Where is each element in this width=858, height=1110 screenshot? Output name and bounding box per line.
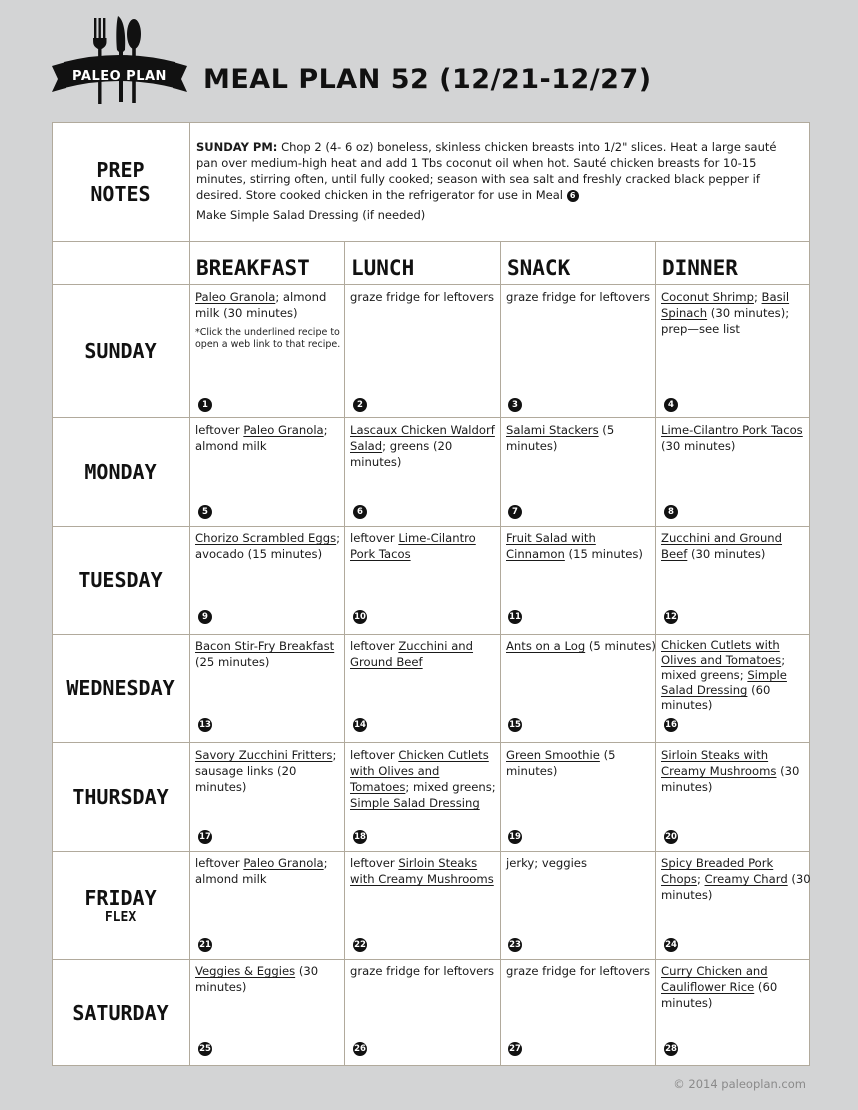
col-dinner: DINNER [662,256,738,280]
meal-number: 1 [198,398,212,412]
recipe-link[interactable]: Ants on a Log [506,639,586,653]
prep-lead: SUNDAY PM: [196,140,278,154]
recipe-link[interactable]: Sirloin Steaks with Creamy Mushrooms [661,748,777,778]
meal-cell: Chorizo Scrambled Eggs; avocado (15 minutes) [195,531,341,561]
meal-number: 8 [664,505,678,519]
meal-number: 12 [665,612,677,622]
meal-cell: Ants on a Log (5 minutes) [506,639,656,653]
meal-number: 6 [353,505,367,519]
recipe-link[interactable]: Veggies & Eggies [195,964,296,978]
day-friday: FRIDAY FLEX [84,886,157,925]
prep-line2: Make Simple Salad Dressing (if needed) [196,208,426,222]
meal-cell: jerky; veggies [506,856,587,870]
meal-number: 16 [665,720,677,730]
prep-label-line2: NOTES [90,181,151,206]
meal-number: 28 [665,1044,677,1054]
day-sunday: SUNDAY [84,338,157,363]
meal-cell: graze fridge for leftovers [350,964,495,978]
meal-cell: leftover Zucchini and Ground Beef [350,639,474,669]
recipe-link[interactable]: Basil Spinach [661,290,790,320]
meal-cell: Curry Chicken and Cauliflower Rice (60 minutes) [661,964,778,1010]
meal-number: 22 [354,940,366,950]
recipe-link[interactable]: Green Smoothie [506,748,600,762]
recipe-link[interactable]: Lime-Cilantro Pork Tacos [661,423,803,437]
meal-cell: Spicy Breaded Pork Chops; Creamy Chard (30 minutes) [661,856,811,902]
recipe-link[interactable]: Lascaux Chicken Waldorf Salad [350,423,495,453]
col-breakfast: BREAKFAST [196,256,310,280]
meal-number: 26 [354,1044,366,1054]
meal-cell: Zucchini and Ground Beef (30 minutes) [661,531,783,561]
meal-cell: Savory Zucchini Fritters; sausage links (20 minutes) [195,748,337,794]
page-title: MEAL PLAN 52 (12/21-12/27) [203,64,652,95]
prep-notes-label [52,122,189,241]
meal-number: 13 [199,720,211,730]
meal-cell: graze fridge for leftovers [506,964,651,978]
recipe-link[interactable]: Fruit Salad with Cinnamon [506,531,596,561]
meal-number: 4 [664,398,678,412]
meal-cell: Salami Stackers (5 minutes) [506,423,615,453]
meal-cell: leftover Paleo Granola; almond milk [195,423,328,453]
meal-cell: Veggies & Eggies (30 minutes) [195,964,319,994]
recipe-link[interactable]: Chicken Cutlets with Olives and Tomatoes [350,748,489,794]
day-wednesday: WEDNESDAY [66,676,175,700]
meal-cell: Fruit Salad with Cinnamon (15 minutes) [506,531,643,561]
recipe-link[interactable]: Chorizo Scrambled Eggs [195,531,337,545]
meal-cell: Lime-Cilantro Pork Tacos (30 minutes) [661,423,803,453]
recipe-link[interactable]: Zucchini and Ground Beef [350,639,474,669]
meal-number: 7 [508,505,522,519]
meal-number: 14 [354,720,366,730]
prep-text: Chop 2 (4- 6 oz) boneless, skinless chicken breasts into 1/2" slices. Heat a large sauté pan over medium-high heat and add 1 Tbs coconut oil when hot. Sauté chicken breasts for 10-15 minutes, stirring often, until fully cooked; season with sea salt and freshly cracked black pepper if desired. Store cooked chicken in the refrigerator for use in Meal [196,140,777,202]
meal-ref-badge: 6 [567,190,579,202]
meal-cell: Green Smoothie (5 minutes) [506,748,616,778]
meal-number: 24 [665,940,677,950]
meal-number: 3 [508,398,522,412]
meal-cell: leftover Sirloin Steaks with Creamy Mushrooms [350,856,494,886]
day-thursday: THURSDAY [72,784,169,809]
prep-notes [196,139,796,223]
prep-label-line1: PREP [96,157,145,182]
recipe-link[interactable]: Savory Zucchini Fritters [195,748,333,762]
meal-cell: graze fridge for leftovers [350,290,495,304]
meal-cell: Lascaux Chicken Waldorf Salad; greens (20 minutes) [350,423,495,469]
day-friday-flex: FLEX [104,910,137,925]
recipe-link[interactable]: Paleo Granola [243,856,324,870]
meal-cell: Bacon Stir-Fry Breakfast (25 minutes) [195,639,335,669]
meal-number: 27 [509,1044,521,1054]
day-monday: MONDAY [84,459,157,484]
col-snack: SNACK [507,256,571,280]
copyright: © 2014 paleoplan.com [673,1077,806,1091]
recipe-link[interactable]: Sirloin Steaks with Creamy Mushrooms [350,856,494,886]
recipe-link[interactable]: Lime-Cilantro Pork Tacos [350,531,476,561]
recipe-link[interactable]: Bacon Stir-Fry Breakfast [195,639,335,653]
day-saturday: SATURDAY [72,1000,169,1025]
recipe-link[interactable]: Zucchini and Ground Beef [661,531,783,561]
meal-number: 23 [509,940,521,950]
meal-cell: Sirloin Steaks with Creamy Mushrooms (30 minutes) [661,748,800,794]
meal-number: 9 [198,610,212,624]
meal-number: 5 [198,505,212,519]
meal-cell: Paleo Granola; almond milk (30 minutes) *Click the underlined recipe to open a web link to that recipe. [195,289,345,351]
meal-cell: Coconut Shrimp; Basil Spinach (30 minutes); prep—see list [661,290,790,336]
recipe-link[interactable]: Coconut Shrimp [661,290,754,304]
recipe-link[interactable]: Paleo Granola [195,290,276,304]
recipe-link[interactable]: Simple Salad Dressing [350,796,480,810]
meal-cell: graze fridge for leftovers [506,290,651,304]
recipe-link[interactable]: Salami Stackers [506,423,599,437]
meal-number: 20 [665,832,677,842]
recipe-link[interactable]: Creamy Chard [704,872,788,886]
meal-number: 10 [354,612,366,622]
meal-number: 11 [509,612,521,622]
meal-number: 21 [199,940,211,950]
logo-brand-text: PALEO PLAN [72,69,167,84]
recipe-link[interactable]: Chicken Cutlets with Olives and Tomatoes [661,638,782,667]
recipe-link[interactable]: Spicy Breaded Pork Chops [661,856,774,886]
paleo-plan-logo [52,14,187,110]
meal-number: 25 [199,1044,211,1054]
meal-number: 2 [353,398,367,412]
col-lunch: LUNCH [351,256,415,280]
meal-cell: leftover Chicken Cutlets with Olives and Tomatoes; mixed greens; Simple Salad Dressing [350,748,496,810]
meal-number: 19 [509,832,521,842]
meal-number: 15 [509,720,521,730]
meal-number: 18 [354,832,366,842]
recipe-link[interactable]: Paleo Granola [243,423,324,437]
meal-cell: leftover Lime-Cilantro Pork Tacos [350,531,476,561]
meal-cell: Chicken Cutlets with Olives and Tomatoes; mixed greens; Simple Salad Dressing (60 minutes) [661,638,787,712]
day-tuesday: TUESDAY [78,568,163,592]
recipe-link-note: *Click the underlined recipe to open a web link to that recipe. [195,327,341,350]
recipe-link[interactable]: Curry Chicken and Cauliflower Rice [661,964,768,994]
meal-cell: leftover Paleo Granola; almond milk [195,856,328,886]
recipe-link[interactable]: Simple Salad Dressing [661,668,787,697]
meal-number: 17 [199,832,211,842]
